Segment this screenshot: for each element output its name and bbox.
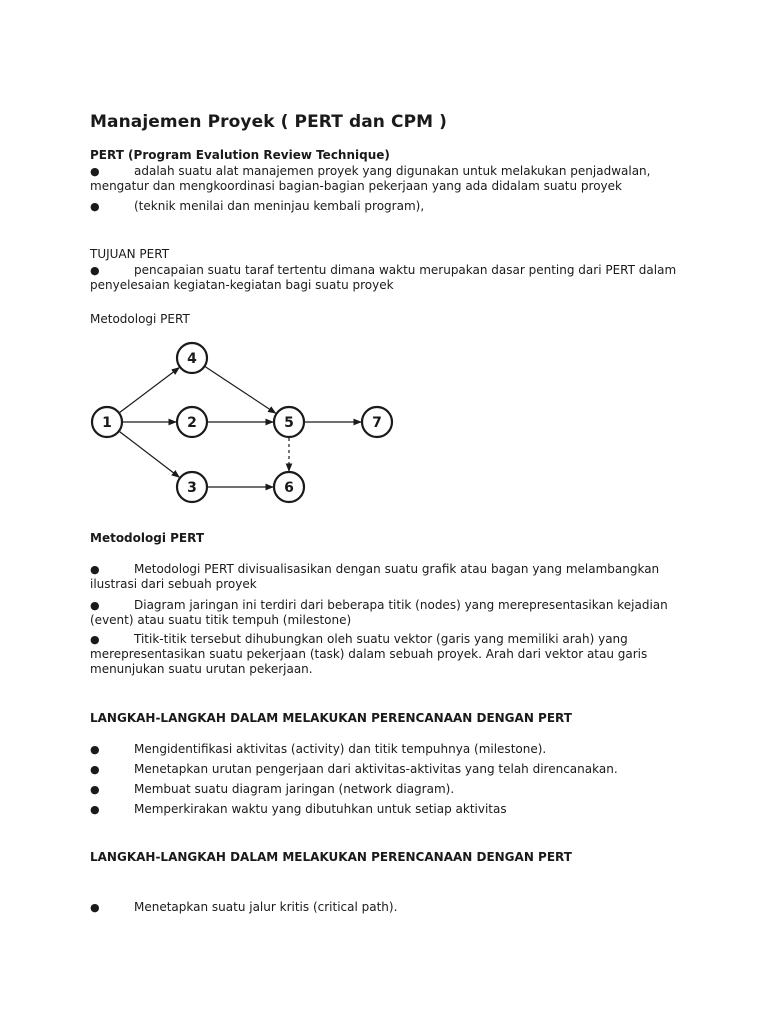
node-label: 1 [102, 415, 112, 431]
node-4 [177, 343, 207, 373]
bullet-dot: ● [90, 264, 100, 277]
tujuan-heading: TUJUAN PERT [90, 247, 170, 261]
metodologi-heading: Metodologi PERT [90, 531, 205, 545]
node-3 [177, 472, 207, 502]
bullet-dot: ● [90, 783, 100, 796]
pert-network-diagram [86, 338, 396, 506]
bullet-dot: ● [90, 599, 100, 612]
document-title: Manajemen Proyek ( PERT dan CPM ) [90, 112, 448, 132]
langkah-heading-2: LANGKAH-LANGKAH DALAM MELAKUKAN PERENCANAAN DENGAN PERT [90, 850, 572, 864]
node-5 [274, 407, 304, 437]
edge-1-to-4 [120, 368, 179, 413]
bullet-dot: ● [90, 165, 100, 178]
node-2 [177, 407, 207, 437]
tujuan-bullet-1: ● pencapaian suatu taraf tertentu dimana waktu merupakan dasar penting dari PERT dalam penyelesaian kegiatan-kegiatan bagi suatu proyek [90, 263, 677, 292]
langkah-bullet-5: ● Menetapkan suatu jalur kritis (critical path). [90, 900, 398, 914]
pert-heading: PERT (Program Evalution Review Technique) [90, 148, 390, 162]
node-label: 2 [187, 415, 197, 431]
node-1 [92, 407, 122, 437]
metodologi-bullet-1: ● Metodologi PERT divisualisasikan dengan suatu grafik atau bagan yang melambangkan ilustrasi dari sebuah proyek [90, 562, 660, 591]
node-label: 7 [372, 415, 382, 431]
node-6 [274, 472, 304, 502]
node-label: 3 [187, 480, 197, 496]
node-7 [362, 407, 392, 437]
bullet-dot: ● [90, 901, 100, 914]
langkah-bullet-2: ● Menetapkan urutan pengerjaan dari aktivitas-aktivitas yang telah direncanakan. [90, 762, 618, 776]
node-label: 6 [284, 480, 294, 496]
bullet-dot: ● [90, 563, 100, 576]
edge-4-to-5 [205, 367, 275, 413]
langkah-bullet-3: ● Membuat suatu diagram jaringan (network diagram). [90, 782, 455, 796]
pert-bullet-2: ● (teknik menilai dan meninjau kembali program), [90, 199, 425, 213]
edge-1-to-3 [120, 432, 180, 478]
metodologi-caption: Metodologi PERT [90, 312, 190, 326]
metodologi-bullet-2: ● Diagram jaringan ini terdiri dari beberapa titik (nodes) yang merepresentasikan kejadian (event) atau suatu titik tempuh (milestone) [90, 598, 668, 627]
langkah-bullet-4: ● Memperkirakan waktu yang dibutuhkan untuk setiap aktivitas [90, 802, 507, 816]
diagram-edges [120, 367, 361, 487]
bullet-dot: ● [90, 803, 100, 816]
node-label: 5 [284, 415, 294, 431]
bullet-dot: ● [90, 743, 100, 756]
metodologi-bullet-3: ● Titik-titik tersebut dihubungkan oleh suatu vektor (garis yang memiliki arah) yang merepresentasikan suatu pekerjaan (task) dalam sebuah proyek. Arah dari vektor atau garis menunjukan suatu urutan pekerjaan. [90, 632, 648, 676]
langkah-bullet-1: ● Mengidentifikasi aktivitas (activity) dan titik tempuhnya (milestone). [90, 742, 547, 756]
langkah-heading-1: LANGKAH-LANGKAH DALAM MELAKUKAN PERENCANAAN DENGAN PERT [90, 711, 572, 725]
pert-bullet-1: ● adalah suatu alat manajemen proyek yang digunakan untuk melakukan penjadwalan, mengatur dan mengkoordinasi bagian-bagian pekerjaan yang ada didalam suatu proyek [90, 164, 651, 193]
node-label: 4 [187, 351, 197, 367]
bullet-dot: ● [90, 763, 100, 776]
bullet-dot: ● [90, 200, 100, 213]
bullet-dot: ● [90, 633, 100, 646]
